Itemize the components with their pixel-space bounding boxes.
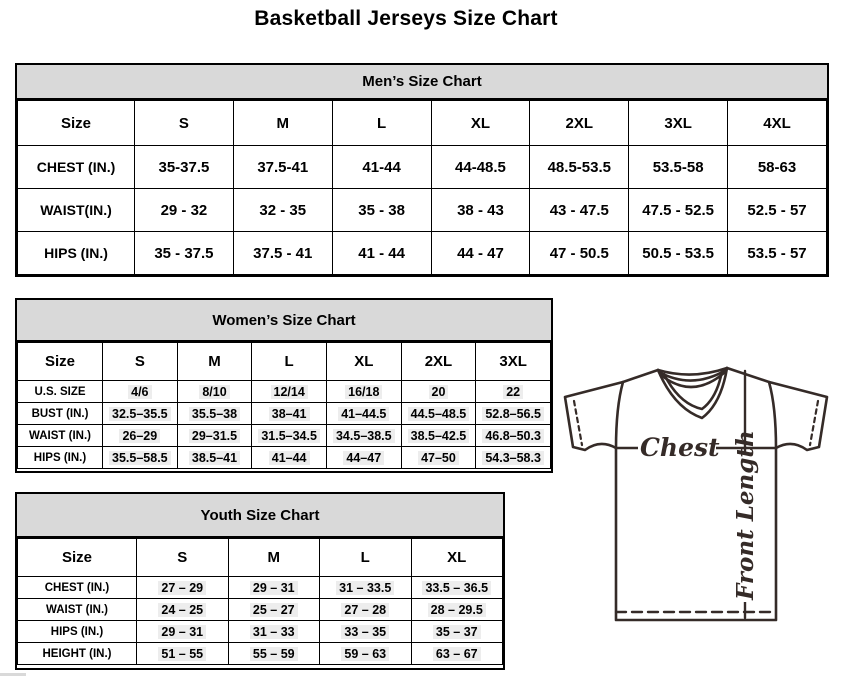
size-cell (252, 447, 327, 469)
size-value: 46.8–50.3 (482, 429, 544, 443)
size-value: 38.5–41 (189, 451, 240, 465)
size-cell (476, 425, 551, 447)
size-value: 27 – 29 (158, 581, 206, 595)
size-value: 38 - 43 (457, 201, 504, 219)
row-label: WAIST(IN.) (18, 189, 135, 232)
size-value: 32.5–35.5 (109, 407, 171, 421)
table-row (18, 232, 827, 275)
size-value: 41 - 44 (358, 244, 405, 262)
size-value: 63 – 67 (433, 647, 481, 661)
table-row (18, 621, 503, 643)
size-value: 47–50 (418, 451, 459, 465)
size-cell (228, 599, 320, 621)
table-row (18, 643, 503, 665)
page-title: Basketball Jerseys Size Chart (254, 7, 558, 30)
jersey-right-sleeve (769, 382, 827, 450)
size-cell (137, 577, 229, 599)
size-value: 37.5-41 (257, 158, 309, 176)
size-cell (411, 643, 503, 665)
table-row (18, 447, 551, 469)
size-cell (401, 425, 476, 447)
size-cell (326, 381, 401, 403)
size-cell (103, 447, 178, 469)
size-value: 58-63 (757, 158, 797, 176)
size-cell (431, 232, 530, 275)
youth-chart-title: Youth Size Chart (17, 494, 503, 538)
size-value: 47 - 50.5 (549, 244, 609, 262)
size-cell (629, 232, 728, 275)
size-value: 8/10 (199, 385, 229, 399)
size-cell (233, 189, 332, 232)
size-value: 51 – 55 (158, 647, 206, 661)
row-label: HIPS (IN.) (18, 232, 135, 275)
table-row (18, 425, 551, 447)
size-cell (326, 425, 401, 447)
size-value: 16/18 (345, 385, 382, 399)
size-cell (411, 621, 503, 643)
size-value: 29–31.5 (189, 429, 240, 443)
size-cell (228, 577, 320, 599)
size-cell (320, 643, 412, 665)
column-header: Size (18, 539, 137, 577)
size-value: 35-37.5 (158, 158, 210, 176)
size-value: 31 – 33.5 (336, 581, 394, 595)
row-label: WAIST (IN.) (18, 599, 137, 621)
column-header: M (228, 539, 320, 577)
size-value: 44.5–48.5 (408, 407, 470, 421)
size-cell (401, 381, 476, 403)
size-value: 53.5 - 57 (747, 244, 807, 262)
table-row (18, 599, 503, 621)
size-cell (332, 189, 431, 232)
size-value: 53.5-58 (652, 158, 704, 176)
size-cell (530, 189, 629, 232)
size-value: 38.5–42.5 (408, 429, 470, 443)
size-cell (135, 146, 234, 189)
size-cell (103, 425, 178, 447)
size-cell (233, 146, 332, 189)
size-cell (320, 599, 412, 621)
womens-size-chart (15, 298, 553, 473)
size-value: 12/14 (271, 385, 308, 399)
column-header: S (135, 101, 234, 146)
size-value: 35 - 37.5 (154, 244, 214, 262)
size-value: 44 - 47 (457, 244, 504, 262)
jersey-left-sleeve (565, 382, 623, 450)
size-cell (320, 621, 412, 643)
row-label: U.S. SIZE (18, 381, 103, 403)
size-value: 32 - 35 (259, 201, 307, 219)
size-cell (401, 403, 476, 425)
row-label: HIPS (IN.) (18, 447, 103, 469)
size-value: 28 – 29.5 (428, 603, 486, 617)
size-cell (177, 425, 252, 447)
size-cell (177, 447, 252, 469)
size-value: 41-44 (362, 158, 401, 176)
size-cell (320, 577, 412, 599)
size-cell (135, 232, 234, 275)
size-cell (332, 232, 431, 275)
youth-size-chart (15, 492, 505, 670)
size-cell (401, 447, 476, 469)
column-header: L (332, 101, 431, 146)
size-cell (177, 381, 252, 403)
jersey-diagram (558, 362, 842, 630)
size-value: 38–41 (269, 407, 310, 421)
size-cell (103, 381, 178, 403)
size-value: 35.5–38 (189, 407, 240, 421)
size-cell (252, 381, 327, 403)
size-cell (411, 599, 503, 621)
size-cell (103, 403, 178, 425)
size-value: 34.5–38.5 (333, 429, 395, 443)
mens-chart-title: Men’s Size Chart (17, 65, 827, 100)
size-value: 35 - 38 (358, 201, 405, 219)
column-header: M (177, 343, 252, 381)
size-cell (411, 577, 503, 599)
row-label: HIPS (IN.) (18, 621, 137, 643)
size-cell (629, 146, 728, 189)
size-value: 29 – 31 (158, 625, 206, 639)
column-header: XL (411, 539, 503, 577)
size-cell (728, 232, 827, 275)
column-header: 3XL (629, 101, 728, 146)
column-header: XL (326, 343, 401, 381)
youth-table (17, 538, 503, 665)
size-cell (177, 403, 252, 425)
front-length-label: Front Length (732, 430, 759, 600)
size-cell (476, 381, 551, 403)
womens-table (17, 342, 551, 469)
column-header: Size (18, 343, 103, 381)
column-header: L (252, 343, 327, 381)
chest-label: Chest (640, 433, 720, 462)
size-value: 50.5 - 53.5 (642, 244, 714, 262)
size-value: 52.8–56.5 (482, 407, 544, 421)
column-header: S (103, 343, 178, 381)
size-cell (476, 403, 551, 425)
row-label: CHEST (IN.) (18, 577, 137, 599)
size-value: 44–47 (343, 451, 384, 465)
size-cell (228, 621, 320, 643)
size-value: 29 - 32 (160, 201, 208, 219)
size-value: 27 – 28 (341, 603, 389, 617)
size-cell (252, 403, 327, 425)
size-cell (476, 447, 551, 469)
size-value: 31 – 33 (250, 625, 298, 639)
size-cell (530, 232, 629, 275)
corner-artifact-bar (0, 673, 26, 676)
table-row (18, 146, 827, 189)
row-label: CHEST (IN.) (18, 146, 135, 189)
size-value: 25 – 27 (250, 603, 298, 617)
size-cell (431, 189, 530, 232)
size-value: 35.5–58.5 (109, 451, 171, 465)
womens-chart-title: Women’s Size Chart (17, 300, 551, 342)
column-header: 3XL (476, 343, 551, 381)
mens-table (17, 100, 827, 275)
table-row (18, 381, 551, 403)
size-value: 52.5 - 57 (747, 201, 807, 219)
size-value: 35 – 37 (433, 625, 481, 639)
size-value: 37.5 - 41 (253, 244, 313, 262)
header-row (18, 343, 551, 381)
size-value: 48.5-53.5 (547, 158, 611, 176)
row-label: BUST (IN.) (18, 403, 103, 425)
size-value: 43 - 47.5 (549, 201, 609, 219)
size-value: 41–44 (269, 451, 310, 465)
column-header: Size (18, 101, 135, 146)
size-value: 4/6 (128, 385, 151, 399)
mens-size-chart (15, 63, 829, 277)
jersey-left-cuff-stitch-line (574, 401, 582, 445)
size-cell (629, 189, 728, 232)
size-cell (728, 189, 827, 232)
size-value: 47.5 - 52.5 (642, 201, 714, 219)
column-header: L (320, 539, 412, 577)
column-header: 4XL (728, 101, 827, 146)
column-header: 2XL (401, 343, 476, 381)
size-cell (137, 621, 229, 643)
size-cell (332, 146, 431, 189)
size-cell (326, 447, 401, 469)
size-cell (252, 425, 327, 447)
column-header: 2XL (530, 101, 629, 146)
column-header: S (137, 539, 229, 577)
size-cell (326, 403, 401, 425)
size-value: 33 – 35 (341, 625, 389, 639)
header-row (18, 101, 827, 146)
size-value: 44-48.5 (455, 158, 506, 176)
size-value: 22 (503, 385, 523, 399)
size-cell (137, 643, 229, 665)
size-cell (728, 146, 827, 189)
table-row (18, 577, 503, 599)
size-cell (137, 599, 229, 621)
size-value: 29 – 31 (250, 581, 298, 595)
header-row (18, 539, 503, 577)
size-value: 54.3–58.3 (482, 451, 544, 465)
size-cell (530, 146, 629, 189)
size-cell (431, 146, 530, 189)
size-value: 24 – 25 (158, 603, 206, 617)
size-cell (228, 643, 320, 665)
size-value: 55 – 59 (250, 647, 298, 661)
column-header: M (233, 101, 332, 146)
size-value: 41–44.5 (338, 407, 389, 421)
size-value: 20 (429, 385, 449, 399)
size-value: 31.5–34.5 (258, 429, 320, 443)
size-value: 26–29 (119, 429, 160, 443)
table-row (18, 403, 551, 425)
size-cell (233, 232, 332, 275)
row-label: HEIGHT (IN.) (18, 643, 137, 665)
row-label: WAIST (IN.) (18, 425, 103, 447)
column-header: XL (431, 101, 530, 146)
size-value: 59 – 63 (341, 647, 389, 661)
size-cell (135, 189, 234, 232)
table-row (18, 189, 827, 232)
jersey-right-cuff-stitch-line (810, 401, 818, 445)
size-value: 33.5 – 36.5 (422, 581, 491, 595)
